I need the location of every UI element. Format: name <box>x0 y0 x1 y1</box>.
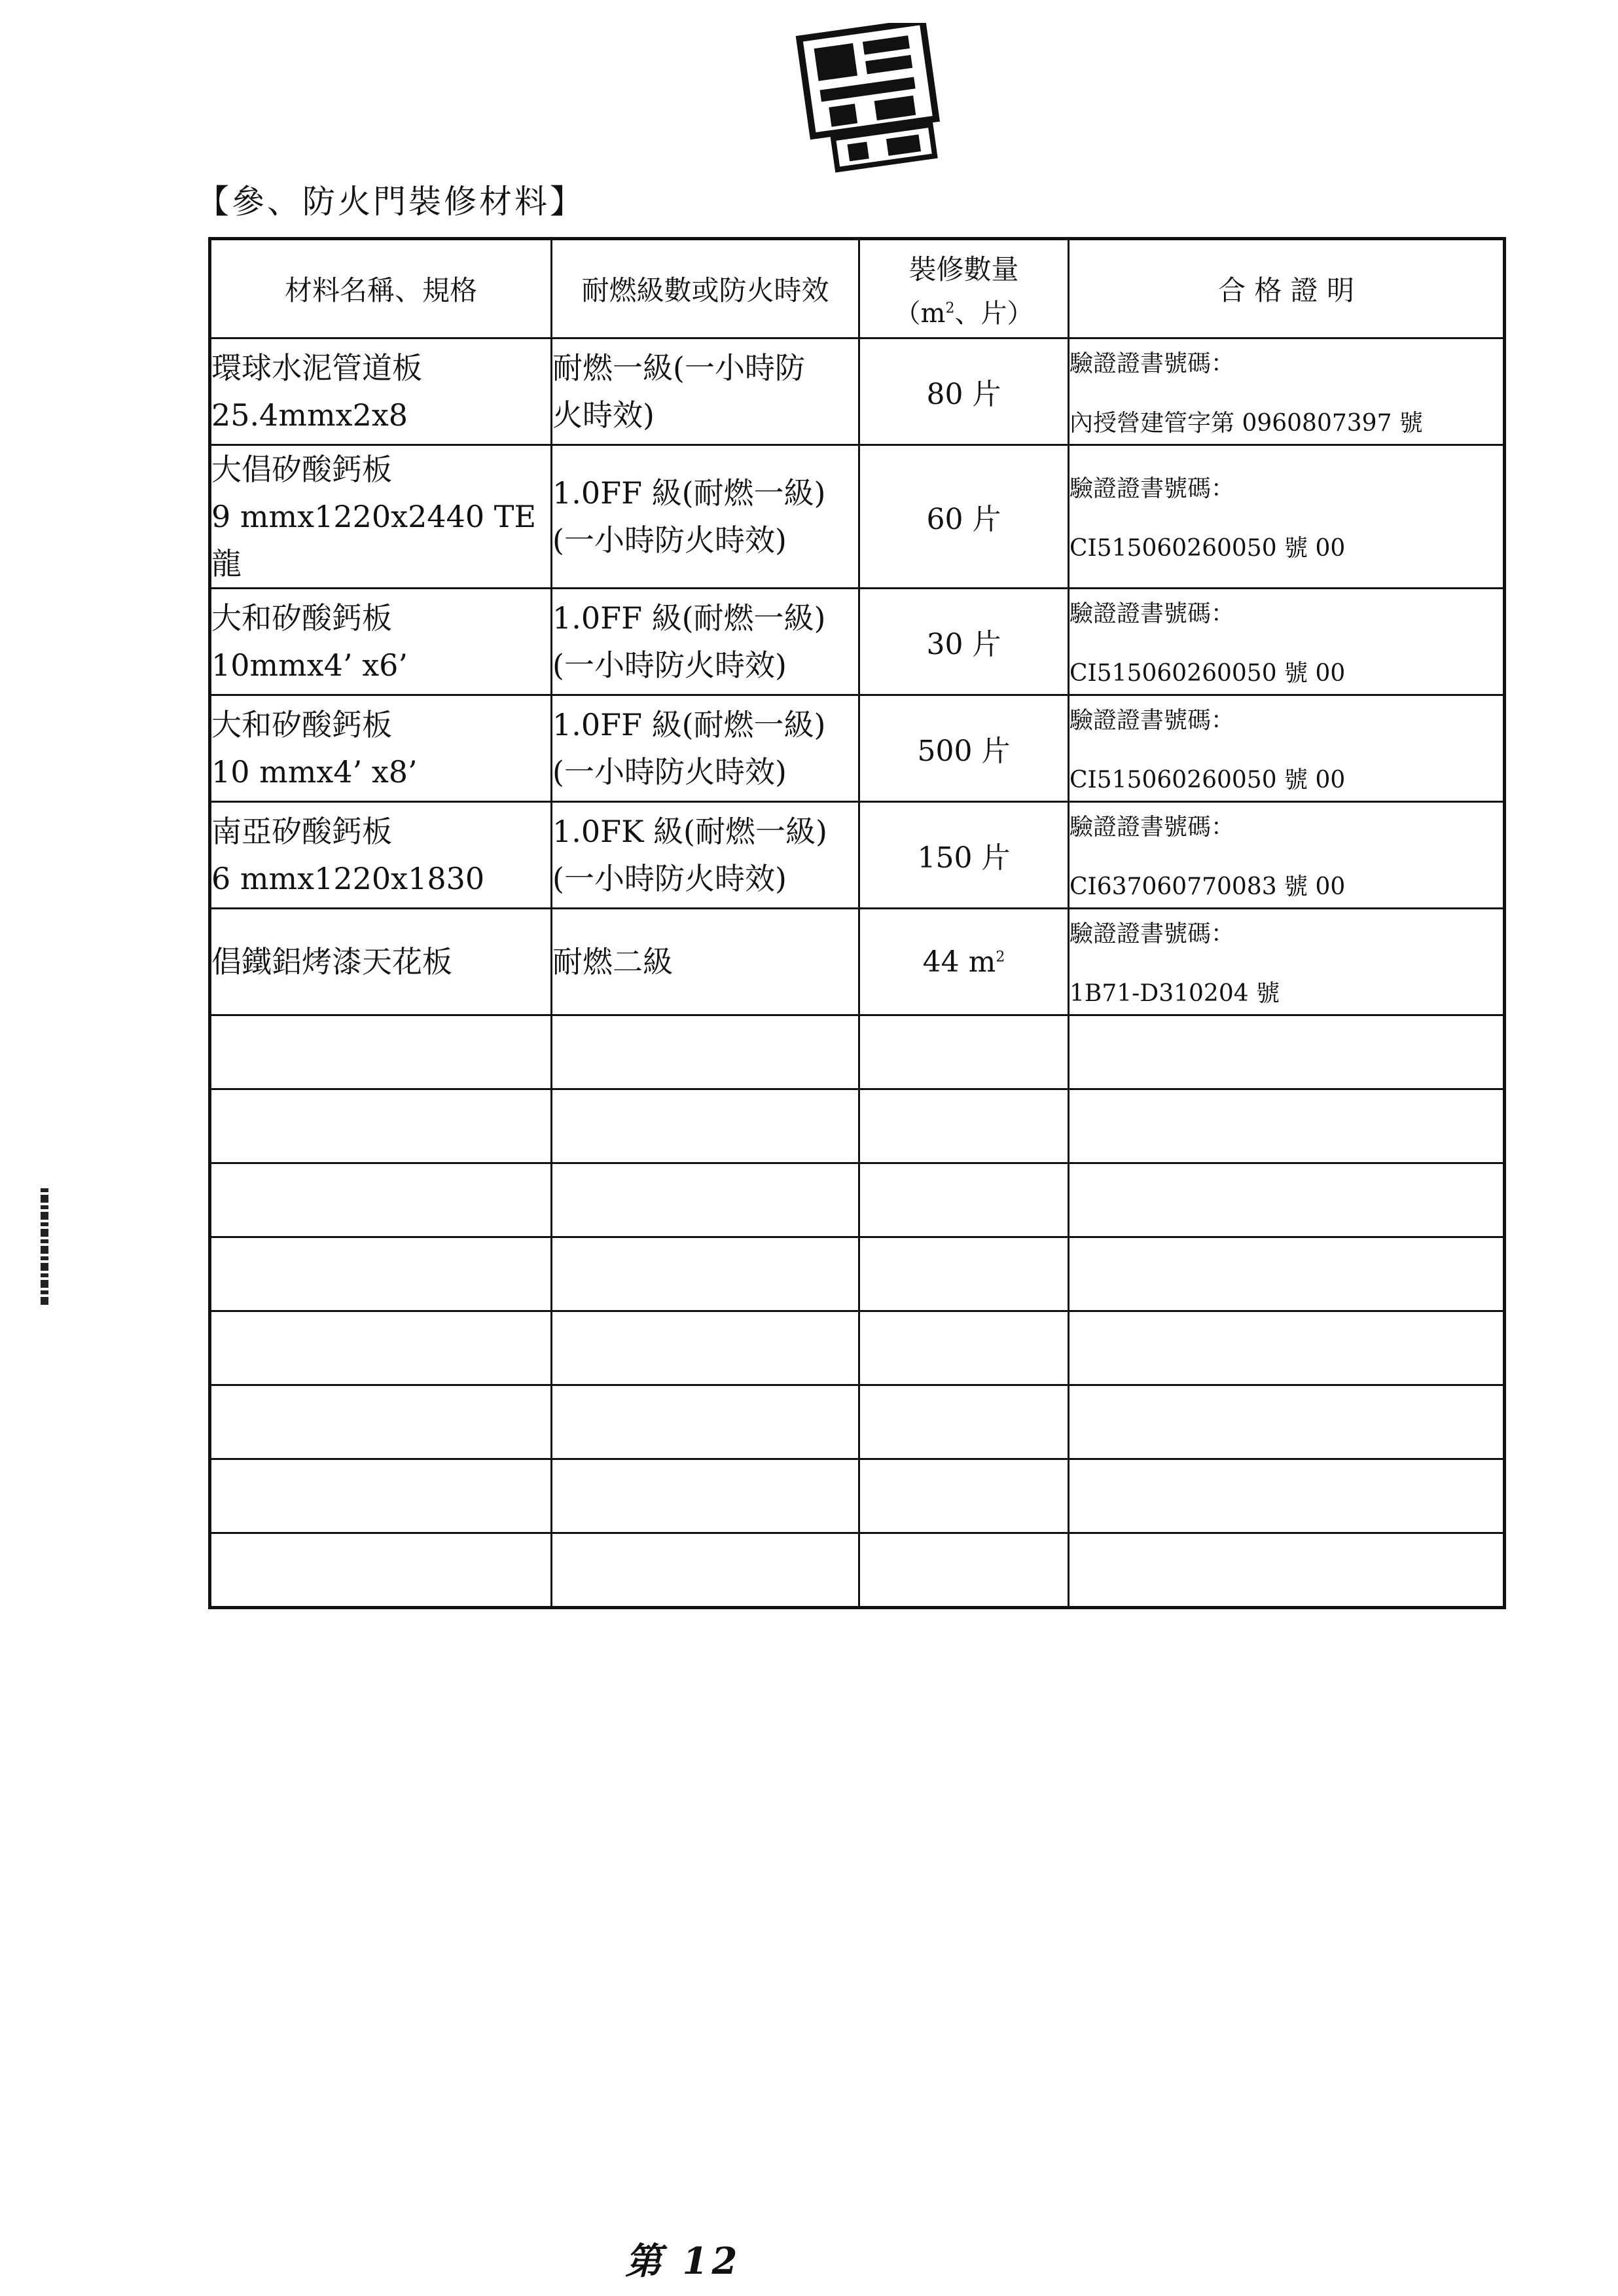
certificate-cell: 驗證證書號碼： CI515060260050 號 00 <box>1069 589 1505 695</box>
empty-table-row <box>210 1459 1505 1533</box>
certificate-cell: 驗證證書號碼： 內授營建管字第 0960807397 號 <box>1069 338 1505 445</box>
empty-table-row <box>210 1163 1505 1237</box>
fire-rating-cell: 1.0FF 級(耐燃一級) (一小時防火時效) <box>552 445 859 589</box>
fire-rating-cell: 耐燃一級(一小時防 火時效) <box>552 338 859 445</box>
certificate-cell: 驗證證書號碼： CI637060770083 號 00 <box>1069 802 1505 909</box>
material-name-cell: 南亞矽酸鈣板 6 mmx1220x1830 <box>210 802 552 909</box>
quantity-cell: 30 片 <box>859 589 1069 695</box>
header-fire-rating: 耐燃級數或防火時效 <box>552 239 859 338</box>
header-material-name: 材料名稱、規格 <box>210 239 552 338</box>
page-number-stamp: 第 12 <box>625 2240 742 2283</box>
header-quantity <box>859 239 1069 338</box>
material-name-cell: 大和矽酸鈣板 10 mmx4’ x8’ <box>210 695 552 802</box>
header-quantity-unit: （$m^2$、片） <box>894 298 1034 329</box>
fire-rating-cell: 1.0FF 級(耐燃一級) (一小時防火時效) <box>552 589 859 695</box>
fire-rating-cell: 耐燃二級 <box>552 909 859 1015</box>
material-name-cell: 大和矽酸鈣板 10mmx4’ x6’ <box>210 589 552 695</box>
table-row <box>210 695 1505 802</box>
table-row <box>210 802 1505 909</box>
empty-table-row <box>210 1311 1505 1385</box>
empty-table-row <box>210 1533 1505 1608</box>
fire-rating-cell: 1.0FF 級(耐燃一級) (一小時防火時效) <box>552 695 859 802</box>
materials-table <box>208 237 1506 1609</box>
empty-table-row <box>210 1385 1505 1459</box>
material-name-cell: 大倡矽酸鈣板 9 mmx1220x2440 TE 龍 <box>210 445 552 589</box>
table-row <box>210 909 1505 1015</box>
header-quantity-label: 裝修數量 <box>908 253 1019 285</box>
certificate-cell: 驗證證書號碼： 1B71-D310204 號 <box>1069 909 1505 1015</box>
certificate-cell: 驗證證書號碼： CI515060260050 號 00 <box>1069 445 1505 589</box>
empty-table-row <box>210 1089 1505 1163</box>
quantity-cell: 150 片 <box>859 802 1069 909</box>
quantity-cell: 500 片 <box>859 695 1069 802</box>
empty-table-row <box>210 1015 1505 1089</box>
empty-table-row <box>210 1237 1505 1311</box>
material-name-cell: 環球水泥管道板 25.4mmx2x8 <box>210 338 552 445</box>
certificate-cell: 驗證證書號碼： CI515060260050 號 00 <box>1069 695 1505 802</box>
section-title: 【參、防火門裝修材料】 <box>196 183 585 221</box>
quantity-cell: 44 $m^2$ <box>859 909 1069 1015</box>
official-seal-stamp <box>782 23 959 173</box>
quantity-cell: 80 片 <box>859 338 1069 445</box>
binding-margin-mark <box>41 1188 48 1306</box>
table-row <box>210 589 1505 695</box>
table-row <box>210 445 1505 589</box>
table-row <box>210 338 1505 445</box>
fire-rating-cell: 1.0FK 級(耐燃一級) (一小時防火時效) <box>552 802 859 909</box>
quantity-cell: 60 片 <box>859 445 1069 589</box>
table-header-row <box>210 239 1505 338</box>
material-name-cell: 倡鐵鋁烤漆天花板 <box>210 909 552 1015</box>
header-certificate: 合 格 證 明 <box>1069 239 1505 338</box>
